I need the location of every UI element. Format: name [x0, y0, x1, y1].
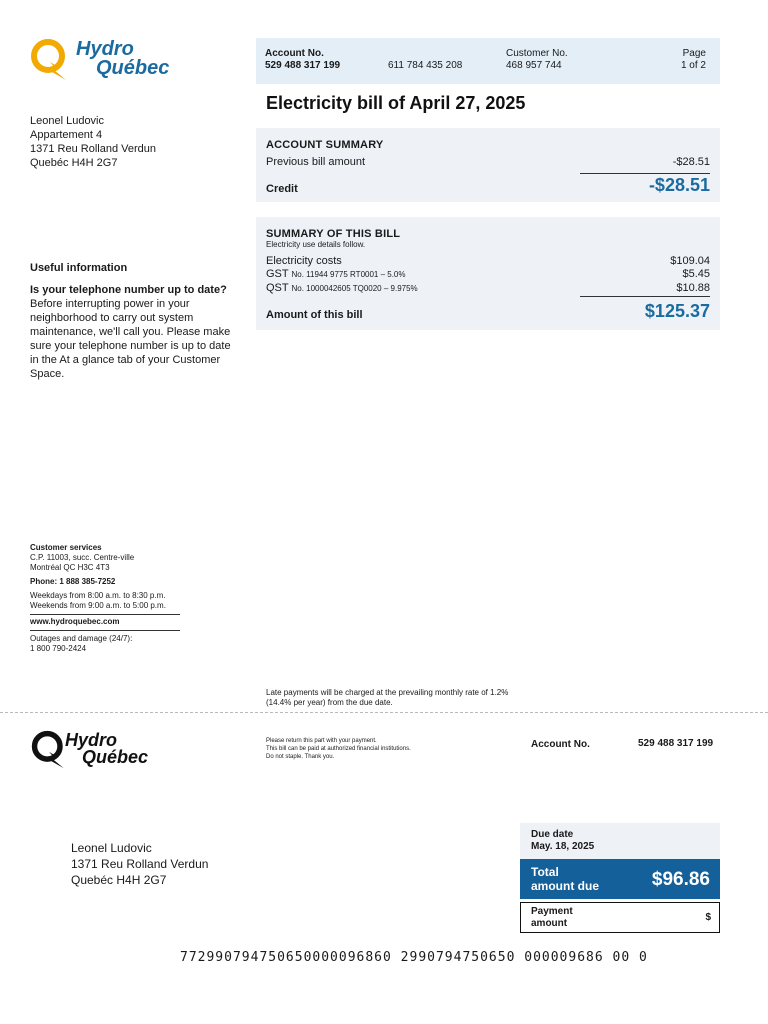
- useful-information: [30, 261, 235, 381]
- cs-website-link[interactable]: www.hydroquebec.com: [30, 617, 120, 626]
- customer-services: [30, 543, 180, 654]
- useful-question: Is your telephone number up to date?: [30, 284, 227, 296]
- tear-line: [0, 712, 768, 713]
- total-due-box: [520, 859, 720, 899]
- logo-q-icon: [30, 38, 72, 82]
- stub-account-label: Account No.: [531, 739, 590, 750]
- stub-note-line: Please return this part with your payment.: [266, 738, 377, 744]
- bill-summary-panel: [256, 217, 720, 330]
- qst-value: $10.88: [676, 282, 710, 294]
- address-line: Appartement 4: [30, 129, 103, 141]
- total-label-2: amount due: [531, 879, 599, 893]
- useful-heading: Useful information: [30, 262, 128, 274]
- address-line: 1371 Reu Rolland Verdun: [30, 143, 156, 155]
- logo-line1: Hydro: [65, 730, 118, 750]
- late-payment-note: [266, 688, 508, 708]
- cs-outage: Outages and damage (24/7):: [30, 634, 133, 643]
- stub-address: [71, 840, 208, 888]
- address-line: 1371 Reu Rolland Verdun: [71, 857, 209, 871]
- stub-note-line: Do not staple. Thank you.: [266, 754, 335, 760]
- stub-note-line: This bill can be paid at authorized financial institutions.: [266, 746, 411, 752]
- divider: [580, 173, 710, 174]
- stub-note: [266, 737, 411, 761]
- account-summary-panel: [256, 128, 720, 202]
- customer-no-value: 468 957 744: [506, 60, 562, 71]
- address-line: Leonel Ludovic: [30, 115, 105, 127]
- logo-line2: Québec: [82, 747, 149, 767]
- amount-of-bill-value: $125.37: [644, 301, 710, 321]
- bill-summary-heading: SUMMARY OF THIS BILL: [266, 228, 401, 240]
- stub-account-value: 529 488 317 199: [638, 738, 714, 749]
- prev-bill-label: Previous bill amount: [266, 156, 366, 168]
- electricity-costs-value: $109.04: [670, 255, 710, 267]
- payment-code-line: 772990794750650000096860 2990794750650 000009686 00 0: [180, 950, 648, 965]
- customer-no-label: Customer No.: [506, 48, 568, 59]
- useful-body-line: neighborhood to carry out system: [30, 312, 194, 324]
- logo-line1: Hydro: [76, 38, 134, 60]
- cs-heading: Customer services: [30, 543, 102, 552]
- payment-label-2: amount: [531, 918, 568, 929]
- gst-detail: No. 11944 9775 RT0001 – 5.0%: [291, 270, 406, 279]
- due-date-label: Due date: [531, 829, 574, 840]
- amount-of-bill-label: Amount of this bill: [266, 309, 363, 321]
- useful-body-line: sure your telephone number is up to date: [30, 340, 231, 352]
- page-label: Page: [682, 48, 706, 59]
- qst-row: [266, 282, 418, 294]
- account-no-value: 529 488 317 199: [265, 60, 341, 71]
- hydro-quebec-logo-stub: [30, 728, 170, 772]
- useful-body-line: Space.: [30, 368, 65, 380]
- useful-body-line: in the At a glance tab of your Customer: [30, 354, 221, 366]
- account-summary-heading: ACCOUNT SUMMARY: [266, 139, 384, 151]
- address-line: Quebéc H4H 2G7: [71, 873, 167, 887]
- electricity-costs-label: Electricity costs: [266, 255, 342, 267]
- cs-hours: Weekdays from 8:00 a.m. to 8:30 p.m.: [30, 591, 166, 600]
- address-line: Quebéc H4H 2G7: [30, 157, 118, 169]
- prev-bill-value: -$28.51: [672, 156, 710, 168]
- cs-address: C.P. 11003, succ. Centre-ville: [30, 553, 135, 562]
- credit-value: -$28.51: [648, 175, 710, 195]
- gst-row: [266, 268, 406, 280]
- cs-outage-phone: 1 800 790-2424: [30, 644, 87, 653]
- qst-detail: No. 1000042605 TQ0020 – 9.975%: [291, 284, 418, 293]
- cs-hours: Weekends from 9:00 a.m. to 5:00 p.m.: [30, 601, 166, 610]
- bill-title: Electricity bill of April 27, 2025: [266, 93, 526, 113]
- credit-label: Credit: [266, 183, 298, 195]
- due-date-value: May. 18, 2025: [531, 841, 595, 852]
- gst-label: GST: [266, 268, 289, 280]
- page-value: 1 of 2: [680, 60, 706, 71]
- useful-body-line: maintenance, we'll call you. Please make: [30, 326, 231, 338]
- gst-value: $5.45: [682, 268, 710, 280]
- qst-label: QST: [266, 282, 289, 294]
- hydro-quebec-logo: [30, 36, 180, 86]
- payment-dollar-sign: $: [705, 912, 711, 923]
- useful-body-line: Before interrupting power in your: [30, 298, 190, 310]
- logo-line2: Québec: [96, 57, 170, 79]
- total-value: $96.86: [651, 869, 710, 890]
- account-header: [256, 38, 720, 84]
- payment-label: Payment: [531, 906, 573, 917]
- logo-q-icon: [30, 730, 70, 770]
- cs-address: Montréal QC H3C 4T3: [30, 563, 110, 572]
- account-no-label: Account No.: [265, 48, 324, 59]
- due-date-box: [520, 823, 720, 859]
- middle-number: 611 784 435 208: [388, 60, 463, 71]
- cs-phone: Phone: 1 888 385-7252: [30, 577, 116, 586]
- late-note-line: (14.4% per year) from the due date.: [266, 698, 393, 707]
- bill-summary-sub: Electricity use details follow.: [266, 240, 366, 249]
- late-note-line: Late payments will be charged at the prevailing monthly rate of 1.2%: [266, 688, 509, 697]
- address-line: Leonel Ludovic: [71, 841, 152, 855]
- customer-address: [30, 114, 156, 170]
- payment-amount-box[interactable]: [520, 902, 720, 933]
- divider: [580, 296, 710, 297]
- total-label: Total: [531, 865, 559, 879]
